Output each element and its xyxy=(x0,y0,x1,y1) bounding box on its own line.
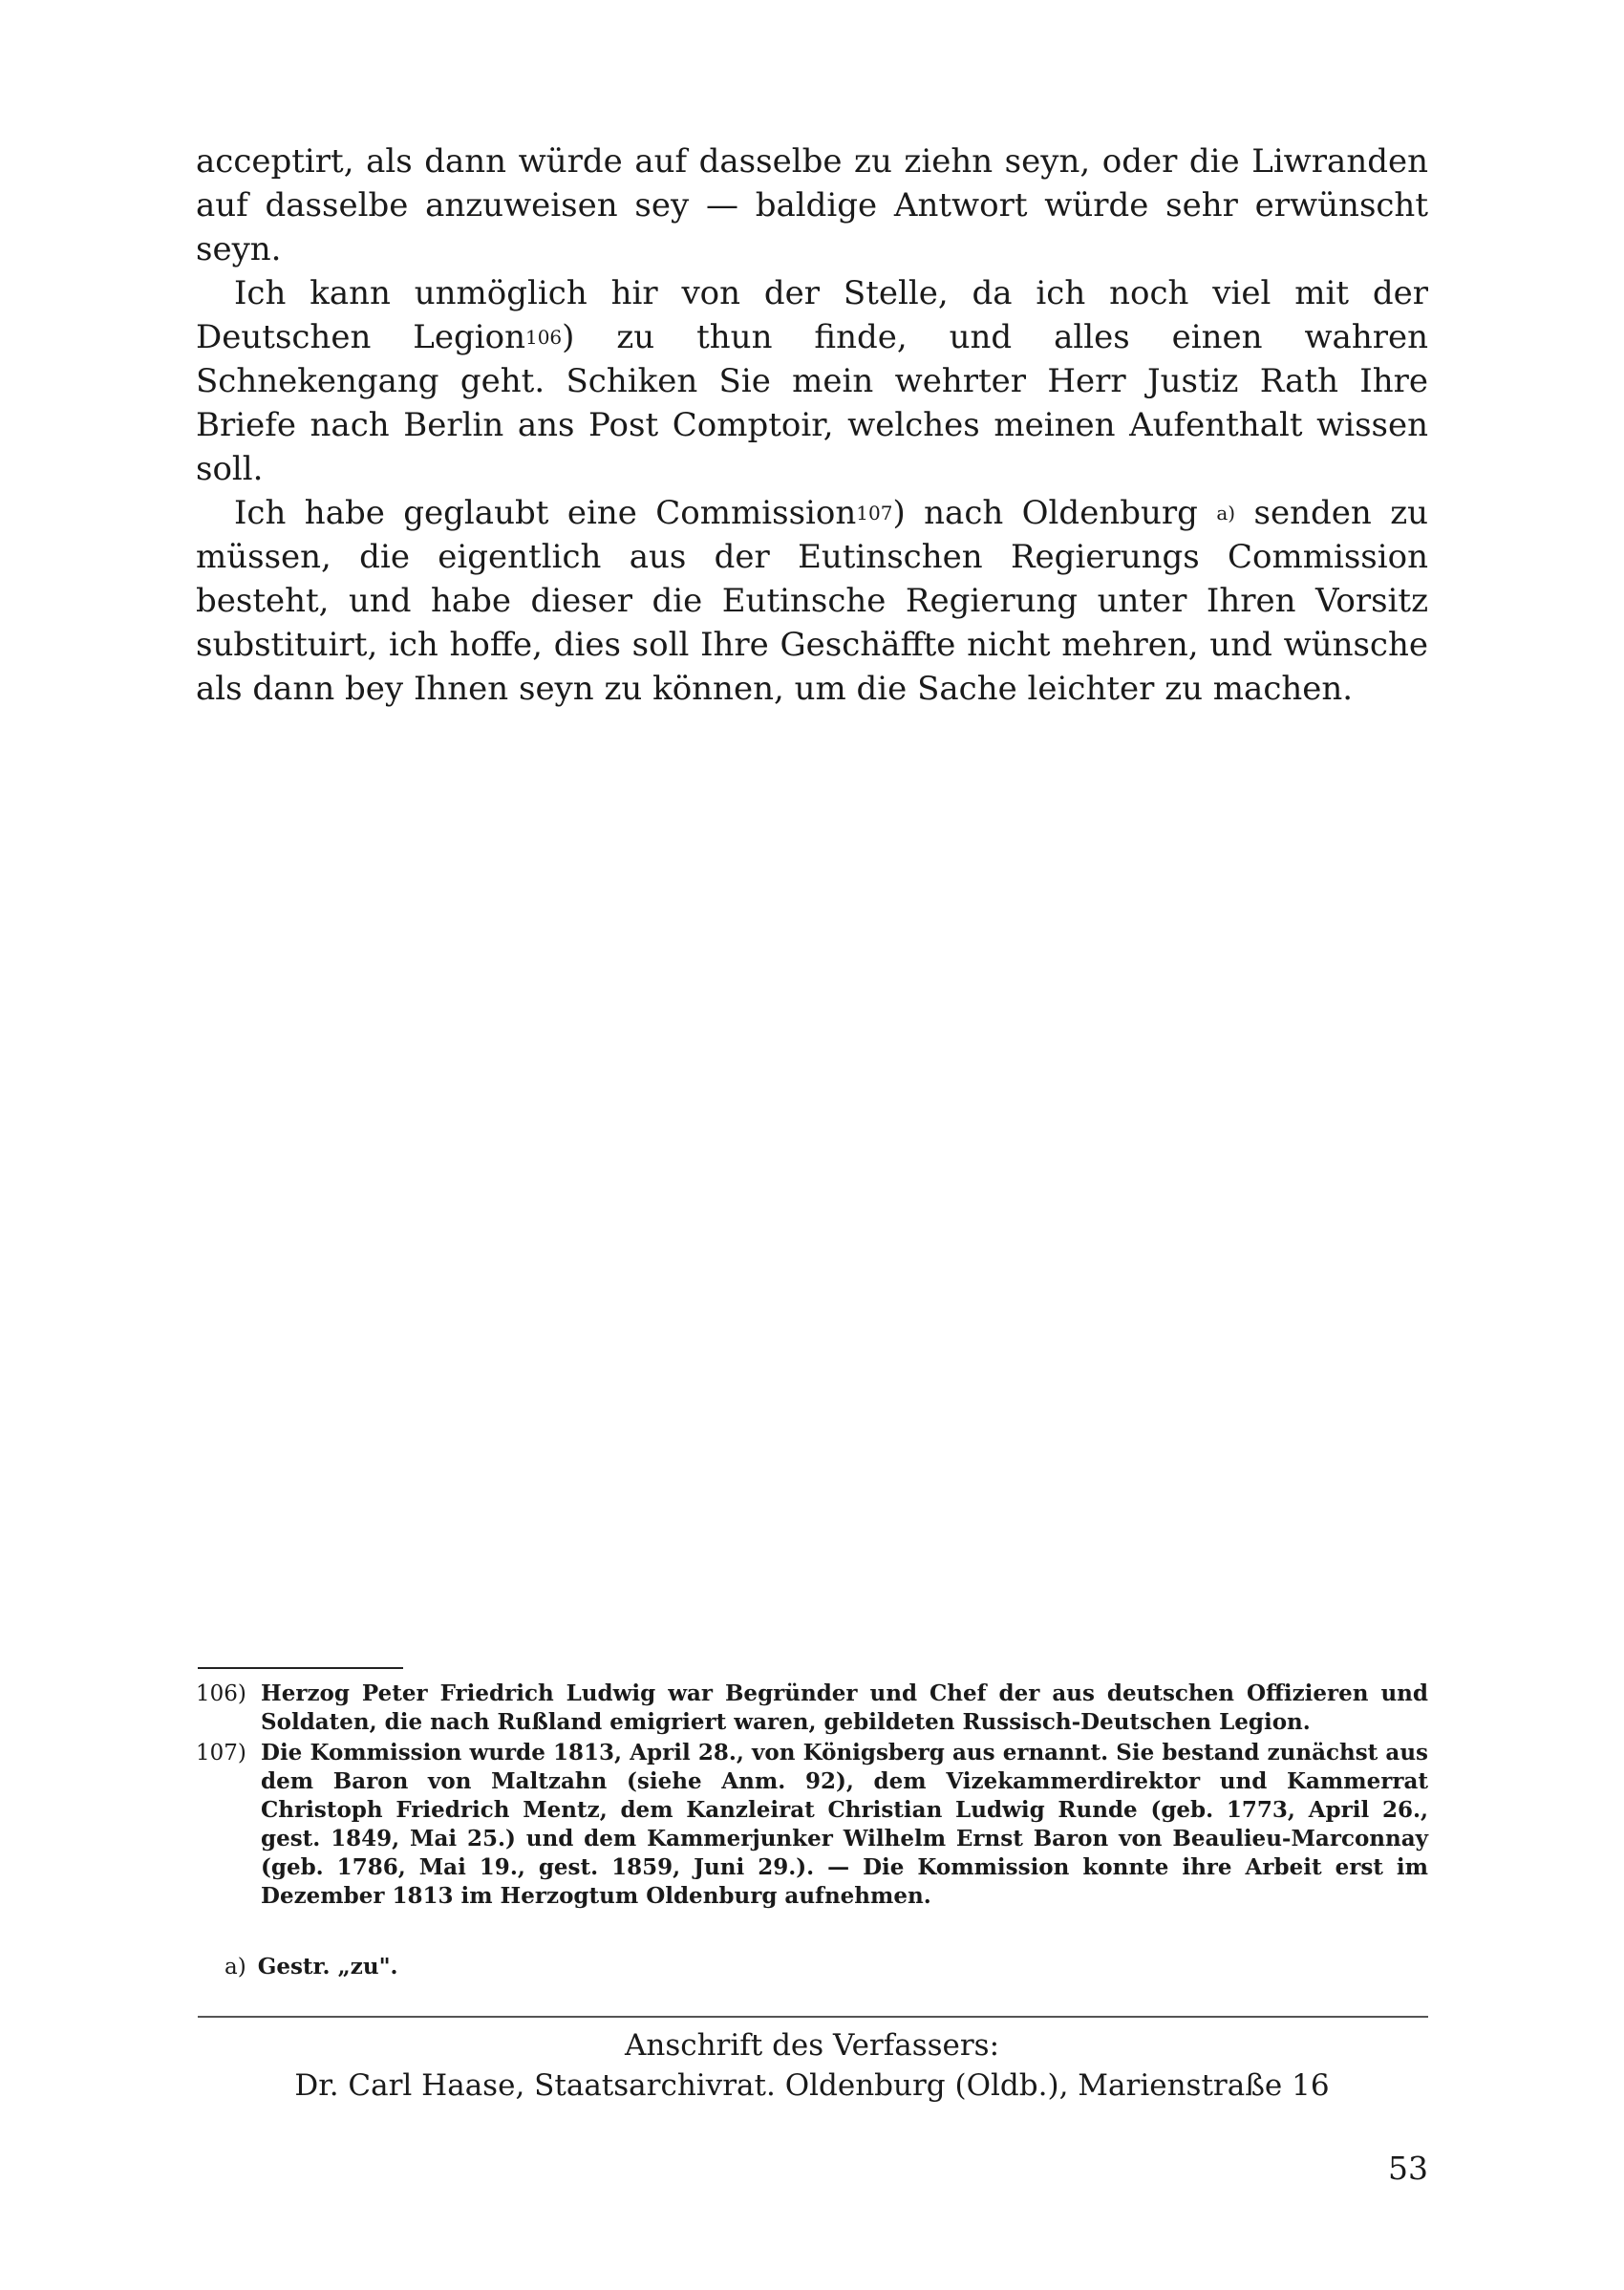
footnote-a xyxy=(224,1953,398,1981)
paragraph-3-text-b: ) nach Oldenburg xyxy=(892,494,1217,532)
paragraph-3 xyxy=(196,491,1428,711)
address-heading: Anschrift des Verfassers: xyxy=(624,2028,1000,2063)
page-number: 53 xyxy=(1388,2150,1428,2187)
footnote-text: Herzog Peter Friedrich Ludwig war Begründer und Chef der aus deutschen Offizieren und Soldaten, die nach Rußland emigriert waren, gebildeten Russisch-Deutschen Legion. xyxy=(261,1680,1428,1735)
paragraph-3-text-a: Ich habe geglaubt eine Commission xyxy=(234,494,857,532)
paragraph-2-text-b: ) zu thun finde, und alles einen wahren Schnekengang geht. Schiken Sie mein wehrter Herr Justiz Rath Ihre Briefe nach Berlin ans Post Comptoir, welches meinen Aufenthalt wissen soll. xyxy=(196,318,1428,488)
paragraph-1: acceptirt, als dann würde auf dasselbe zu ziehn seyn, oder die Liwranden auf dasselbe anzuweisen sey — baldige Antwort würde sehr erwünscht seyn. xyxy=(196,142,1428,268)
footnote-number: 106) xyxy=(196,1681,246,1706)
footnote-number: 107) xyxy=(196,1741,246,1766)
address-line: Dr. Carl Haase, Staatsarchivrat. Oldenburg (Oldb.), Marienstraße 16 xyxy=(294,2068,1330,2103)
footnote-text: Die Kommission wurde 1813, April 28., von Königsberg aus ernannt. Sie bestand zunächst aus dem Baron von Maltzahn (siehe Anm. 92), dem Vizekammerdirektor und Kammerrat Christoph Friedrich Mentz, dem Kanzleirat Christian Ludwig Runde (geb. 1773, April 26., gest. 1849, Mai 25.) und dem Kammerjunker Wilhelm Ernst Baron von Beaulieu-Marconnay (geb. 1786, Mai 19., gest. 1859, Juni 29.). — Die Kommission konnte ihre Arbeit erst im Dezember 1813 im Herzogtum Oldenburg aufnehmen. xyxy=(261,1740,1428,1909)
main-text xyxy=(196,139,1428,711)
footnotes xyxy=(196,1680,1428,1913)
paragraph-2 xyxy=(196,271,1428,491)
footnote-a-label: a) xyxy=(224,1955,246,1980)
address-divider xyxy=(198,2016,1428,2018)
footnote-107 xyxy=(196,1739,1428,1911)
footnote-ref-107: 107 xyxy=(856,502,893,524)
paragraph-2-text-a: Ich kann unmöglich hir von der Stelle, da ich noch viel mit der Deutschen Legion xyxy=(196,274,1428,356)
footnote-a-text: Gestr. „zu". xyxy=(257,1954,398,1980)
footnote-ref-a: a) xyxy=(1216,502,1236,524)
paragraph-3-text-c: senden zu müssen, die eigentlich aus der Eutinschen Regierungs Commission besteht, und habe dieser die Eutinsche Regierung unter Ihren Vorsitz substituirt, ich hoffe, dies soll Ihre Geschäffte nicht mehren, und wünsche als dann bey Ihnen seyn zu können, um die Sache leichter zu machen. xyxy=(196,494,1429,708)
footnote-divider xyxy=(198,1667,403,1669)
footnote-ref-106: 106 xyxy=(524,326,563,349)
footnote-106 xyxy=(196,1680,1428,1737)
author-address xyxy=(196,2025,1428,2106)
